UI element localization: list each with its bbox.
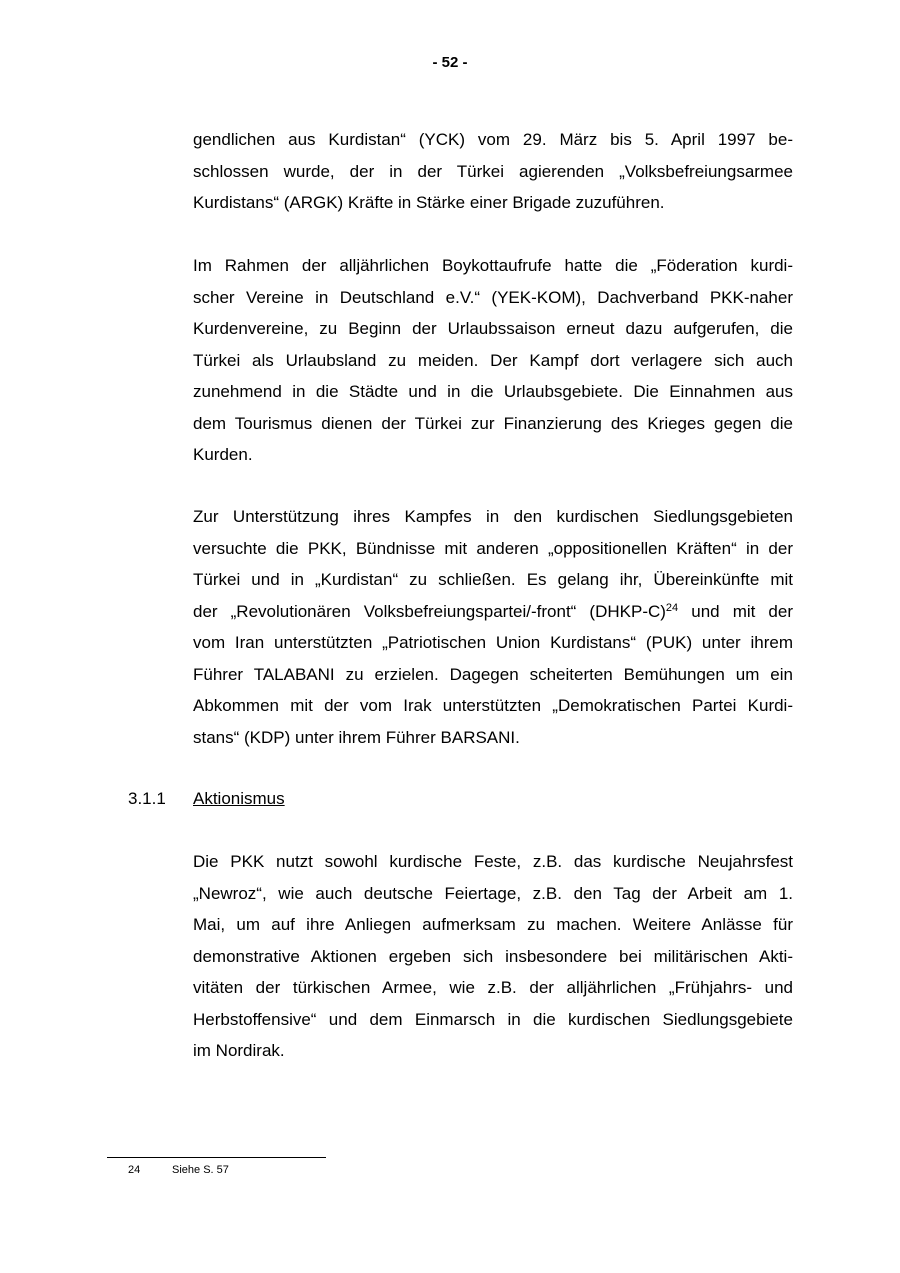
text-line: Die PKK nutzt sowohl kurdische Feste, z.B. das kurdische Neujahrsfest: [193, 852, 793, 871]
text-line: im Nordirak.: [193, 1041, 285, 1060]
paragraph-1: [193, 124, 793, 219]
text-line: Im Rahmen der alljährlichen Boykottaufrufe hatte die „Föderation kurdi-: [193, 256, 793, 275]
page-number: - 52 -: [432, 54, 468, 71]
text-line: Mai, um auf ihre Anliegen aufmerksam zu machen. Weitere Anlässe für: [193, 915, 793, 934]
text-line: Führer TALABANI zu erzielen. Dagegen scheiterten Bemühungen um ein: [193, 664, 793, 684]
footnote: [128, 1162, 229, 1178]
paragraph-4: [193, 846, 793, 1067]
text-line: dem Tourismus dienen der Türkei zur Finanzierung des Krieges gegen die: [193, 413, 793, 433]
text-line: vitäten der türkischen Armee, wie z.B. der alljährlichen „Frühjahrs- und: [193, 978, 793, 997]
text-line: gendlichen aus Kurdistan“ (YCK) vom 29. März bis 5. April 1997 be-: [193, 130, 793, 149]
footnote-reference[interactable]: 24: [665, 601, 679, 614]
footnote-text: Siehe S. 57: [172, 1164, 229, 1176]
text-line: Türkei als Urlaubsland zu meiden. Der Kampf dort verlagere sich auch: [193, 350, 793, 370]
text-line: Kurdistans“ (ARGK) Kräfte in Stärke einer Brigade zuzuführen.: [193, 193, 665, 212]
text-line: Kurdenvereine, zu Beginn der Urlaubssaison erneut dazu aufgerufen, die: [193, 319, 793, 338]
text-line: Zur Unterstützung ihres Kampfes in den kurdischen Siedlungsgebieten: [193, 507, 793, 526]
text-line: zunehmend in die Städte und in die Urlaubsgebiete. Die Einnahmen aus: [193, 382, 793, 401]
text-line-with-footnote: [193, 596, 793, 628]
paragraph-3: [193, 501, 793, 753]
text-segment: und mit der: [678, 601, 793, 621]
text-line: schlossen wurde, der in der Türkei agierenden „Volksbefreiungsarmee: [193, 161, 793, 181]
text-line: stans“ (KDP) unter ihrem Führer BARSANI.: [193, 727, 520, 747]
text-line: scher Vereine in Deutschland e.V.“ (YEK-KOM), Dachverband PKK-naher: [193, 287, 793, 307]
section-title: Aktionismus: [193, 789, 285, 808]
text-line: vom Iran unterstützten „Patriotischen Union Kurdistans“ (PUK) unter ihrem: [193, 633, 793, 652]
text-segment: der „Revolutionären Volksbefreiungspartei/-front“ (DHKP-C): [193, 601, 666, 621]
paragraph-2: [193, 250, 793, 471]
section-number: 3.1.1: [128, 789, 166, 808]
text-line: Abkommen mit der vom Irak unterstützten „Demokratischen Partei Kurdi-: [193, 696, 793, 715]
text-line: versuchte die PKK, Bündnisse mit anderen „oppositionellen Kräften“ in der: [193, 538, 793, 558]
section-heading: [128, 787, 285, 811]
text-line: Herbstoffensive“ und dem Einmarsch in die kurdischen Siedlungsgebiete: [193, 1009, 793, 1029]
text-line: „Newroz“, wie auch deutsche Feiertage, z.B. den Tag der Arbeit am 1.: [193, 883, 793, 903]
text-line: Türkei und in „Kurdistan“ zu schließen. Es gelang ihr, Übereinkünfte mit: [193, 570, 793, 589]
footnote-number: 24: [128, 1164, 141, 1176]
footnote-separator: [107, 1157, 326, 1158]
text-line: Kurden.: [193, 445, 253, 464]
text-line: demonstrative Aktionen ergeben sich insbesondere bei militärischen Akti-: [193, 946, 793, 966]
